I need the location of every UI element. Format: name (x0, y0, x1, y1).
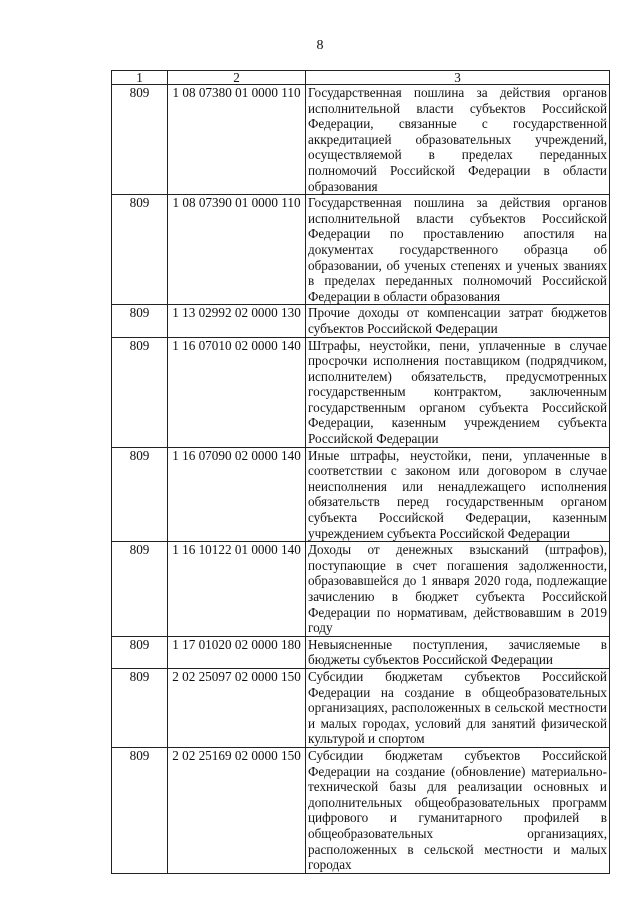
budget-code-cell: 1 13 02992 02 0000 130 (168, 305, 306, 337)
table-row (112, 195, 610, 305)
admin-code-cell: 809 (112, 195, 168, 305)
budget-code-cell: 1 08 07380 01 0000 110 (168, 85, 306, 195)
budget-code-cell: 1 16 10122 01 0000 140 (168, 542, 306, 637)
table-row (112, 337, 610, 447)
admin-code-cell: 809 (112, 636, 168, 668)
admin-code-cell: 809 (112, 337, 168, 447)
revenue-name-cell: Доходы от денежных взысканий (штрафов), поступающие в счет погашения задолженности, образовавшейся до 1 января 2020 года, подлежащие зачислению в бюджет субъекта Российской Федерации по нормативам, действовавшим в 2019 году (306, 542, 610, 637)
revenue-name-cell: Иные штрафы, неустойки, пени, уплаченные в соответствии с законом или договором в случае неисполнения или ненадлежащего исполнения обязательств перед государственным органом субъекта Российской Федерации, казенным учреждением субъекта Российской Федерации (306, 447, 610, 542)
budget-code-cell: 1 16 07010 02 0000 140 (168, 337, 306, 447)
admin-code-cell: 809 (112, 305, 168, 337)
table-row (112, 542, 610, 637)
admin-code-cell: 809 (112, 447, 168, 542)
budget-code-cell: 1 17 01020 02 0000 180 (168, 636, 306, 668)
budget-code-cell: 2 02 25097 02 0000 150 (168, 668, 306, 747)
header-cell-2: 2 (168, 71, 306, 85)
admin-code-cell: 809 (112, 747, 168, 873)
table-row (112, 85, 610, 195)
table-row (112, 447, 610, 542)
admin-code-cell: 809 (112, 85, 168, 195)
revenue-name-cell: Невыясненные поступления, зачисляемые в бюджеты субъектов Российской Федерации (306, 636, 610, 668)
table-row (112, 668, 610, 747)
header-cell-3: 3 (306, 71, 610, 85)
revenue-name-cell: Штрафы, неустойки, пени, уплаченные в случае просрочки исполнения поставщиком (подрядчиком, исполнителем) обязательств, предусмотренных государственным контрактом, заключенным государственным органом субъекта Российской Федерации, казенным учреждением субъекта Российской Федерации (306, 337, 610, 447)
admin-code-cell: 809 (112, 542, 168, 637)
table-row (112, 747, 610, 873)
table-row (112, 636, 610, 668)
page-number: 8 (316, 38, 324, 53)
table-header-row (112, 71, 610, 85)
revenue-name-cell: Прочие доходы от компенсации затрат бюджетов субъектов Российской Федерации (306, 305, 610, 337)
budget-code-cell: 1 16 07090 02 0000 140 (168, 447, 306, 542)
revenue-name-cell: Государственная пошлина за действия органов исполнительной власти субъектов Российской Федерации, связанные с государственной аккредитацией образовательных учреждений, осуществляемой в пределах переданных полномочий Российской Федерации в области образования (306, 85, 610, 195)
budget-code-cell: 2 02 25169 02 0000 150 (168, 747, 306, 873)
header-cell-1: 1 (112, 71, 168, 85)
revenue-name-cell: Субсидии бюджетам субъектов Российской Федерации на создание (обновление) материально-технической базы для реализации основных и дополнительных общеобразовательных программ цифрового и гуманитарного профилей в общеобразовательных организациях, расположенных в сельской местности и малых городах (306, 747, 610, 873)
admin-code-cell: 809 (112, 668, 168, 747)
revenue-name-cell: Государственная пошлина за действия органов исполнительной власти субъектов Российской Федерации по проставлению апостиля на документах государственного образца об образовании, об ученых степенях и ученых званиях в пределах переданных полномочий Российской Федерации в области образования (306, 195, 610, 305)
revenue-codes-table (111, 70, 610, 874)
revenue-name-cell: Субсидии бюджетам субъектов Российской Федерации на создание в общеобразовательных организациях, расположенных в сельской местности и малых городах, условий для занятий физической культурой и спортом (306, 668, 610, 747)
budget-code-cell: 1 08 07390 01 0000 110 (168, 195, 306, 305)
table-row (112, 305, 610, 337)
